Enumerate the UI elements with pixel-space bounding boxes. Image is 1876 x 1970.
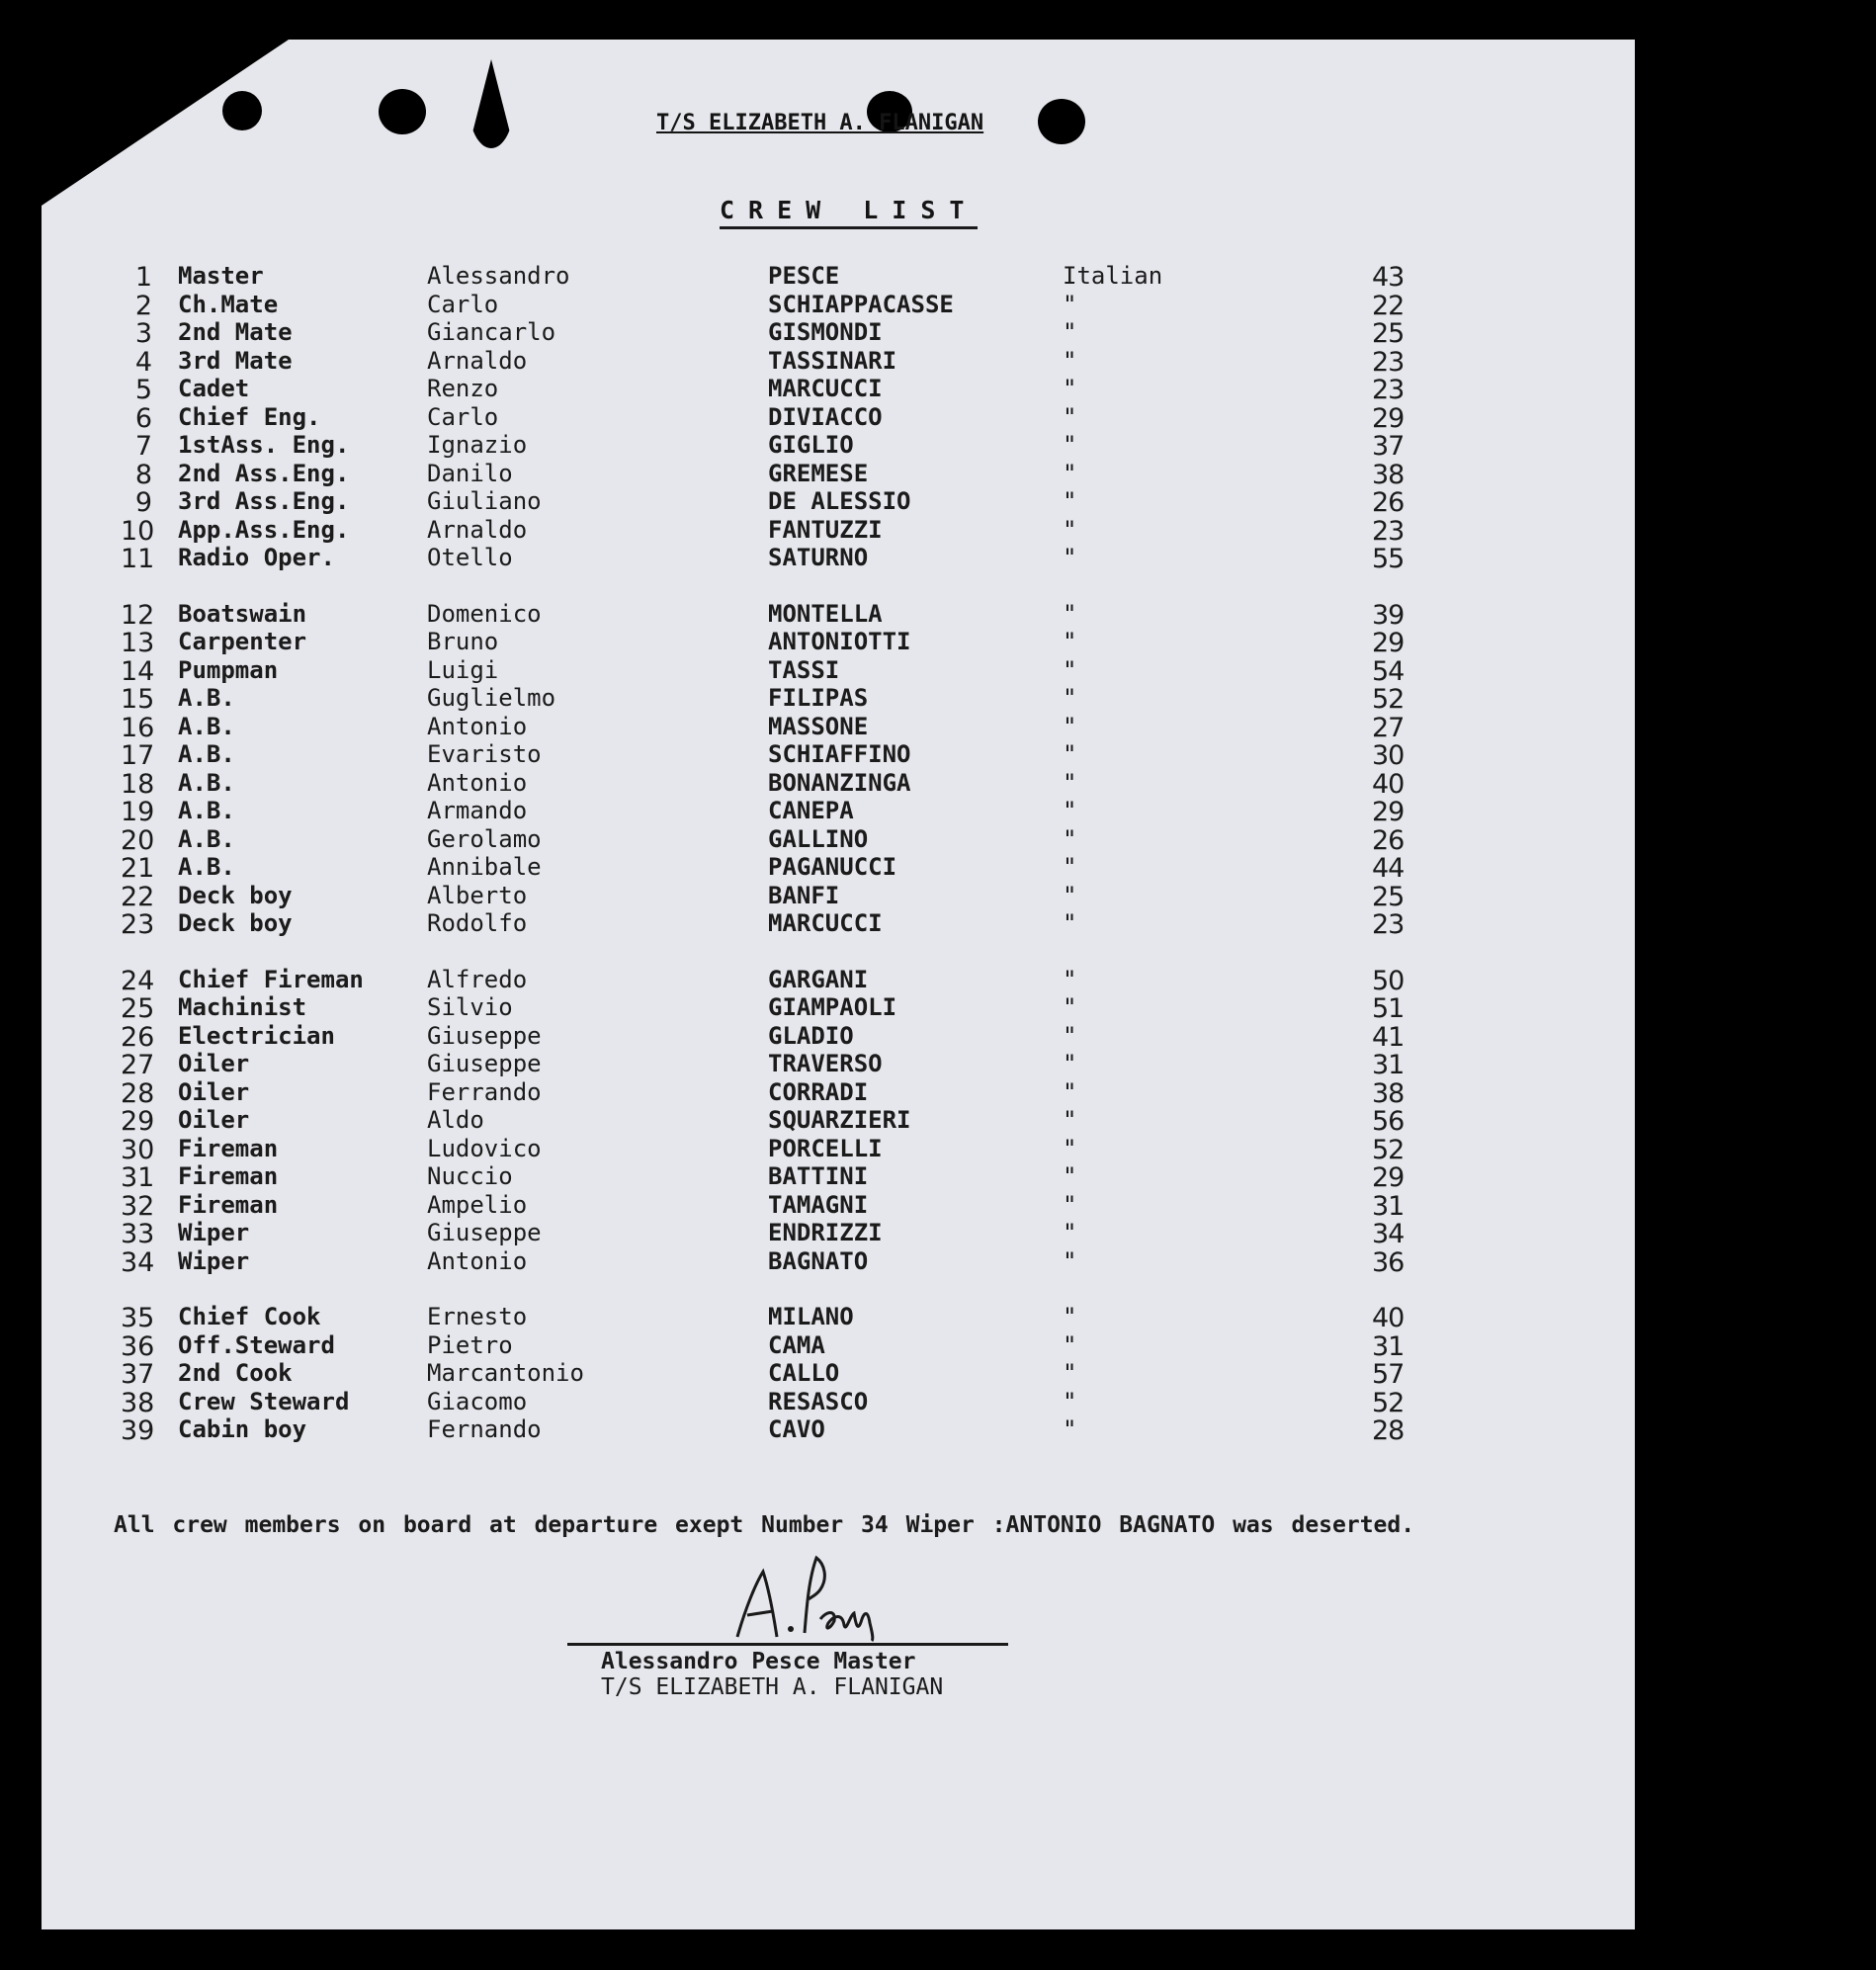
crew-first-cell: Ignazio: [427, 431, 528, 459]
crew-role-cell: A.B.: [178, 740, 235, 768]
crew-age-cell: 54: [1372, 655, 1405, 687]
crew-last-cell: TAMAGNI: [768, 1190, 869, 1219]
crew-role-cell: Deck boy: [178, 909, 293, 937]
crew-last-cell: FANTUZZI: [768, 515, 883, 544]
crew-role-cell: A.B.: [178, 853, 235, 881]
crew-first-cell: Antonio: [427, 1246, 528, 1275]
crew-first-cell: Alberto: [427, 881, 528, 909]
crew-role-cell: A.B.: [178, 712, 235, 740]
crew-last-cell: GALLINO: [768, 824, 869, 853]
crew-age-cell: 37: [1372, 431, 1405, 462]
crew-first-cell: Silvio: [427, 993, 513, 1021]
table-row: [0, 1387, 1876, 1418]
crew-age-cell: 31: [1372, 1190, 1405, 1222]
crew-first-cell: Bruno: [427, 628, 499, 655]
crew-first-cell: Arnaldo: [427, 515, 528, 544]
table-row: [0, 628, 1876, 658]
crew-last-cell: MARCUCCI: [768, 909, 883, 937]
crew-first-cell: Nuccio: [427, 1162, 513, 1190]
departure-note: All crew members on board at departure exept Number 34 Wiper :ANTONIO BAGNATO was deserted.: [114, 1512, 1415, 1538]
crew-last-cell: GISMONDI: [768, 318, 883, 346]
crew-num-cell: 2: [134, 290, 152, 321]
crew-nat-cell: ": [1063, 655, 1077, 684]
crew-num-cell: 16: [121, 712, 155, 743]
punch-hole: [1038, 99, 1085, 144]
crew-age-cell: 56: [1372, 1106, 1405, 1137]
crew-first-cell: Giuseppe: [427, 1021, 542, 1050]
crew-nat-cell: ": [1063, 1134, 1077, 1162]
crew-last-cell: DIVIACCO: [768, 402, 883, 431]
crew-nat-cell: ": [1063, 1246, 1077, 1275]
crew-role-cell: Fireman: [178, 1162, 279, 1190]
table-row: [0, 1415, 1876, 1446]
crew-nat-cell: Italian: [1063, 262, 1163, 290]
crew-role-cell: Electrician: [178, 1021, 335, 1050]
table-row: [0, 965, 1876, 996]
crew-first-cell: Giuliano: [427, 487, 542, 515]
crew-nat-cell: ": [1063, 544, 1077, 571]
crew-nat-cell: ": [1063, 290, 1077, 318]
crew-first-cell: Alfredo: [427, 965, 528, 993]
crew-last-cell: MONTELLA: [768, 599, 883, 628]
crew-num-cell: 25: [121, 993, 155, 1024]
crew-nat-cell: ": [1063, 599, 1077, 628]
crew-last-cell: SCHIAFFINO: [768, 740, 911, 768]
crew-role-cell: Chief Fireman: [178, 965, 364, 993]
table-row: [0, 487, 1876, 518]
crew-nat-cell: ": [1063, 1219, 1077, 1246]
crew-num-cell: 5: [134, 375, 152, 405]
punch-hole: [222, 91, 262, 130]
crew-age-cell: 39: [1372, 599, 1405, 631]
table-row: [0, 346, 1876, 378]
crew-role-cell: Boatswain: [178, 599, 307, 628]
crew-role-cell: Master: [178, 262, 264, 290]
table-row: [0, 768, 1876, 800]
crew-role-cell: 1stAss. Eng.: [178, 431, 350, 459]
crew-last-cell: GIGLIO: [768, 431, 854, 459]
crew-num-cell: 13: [121, 628, 155, 658]
crew-age-cell: 40: [1372, 768, 1405, 800]
crew-first-cell: Arnaldo: [427, 346, 528, 375]
crew-last-cell: TASSI: [768, 655, 840, 684]
crew-age-cell: 38: [1372, 459, 1405, 490]
crew-last-cell: ENDRIZZI: [768, 1219, 883, 1246]
crew-first-cell: Ernesto: [427, 1303, 528, 1330]
crew-last-cell: RESASCO: [768, 1387, 869, 1415]
crew-last-cell: FILIPAS: [768, 684, 869, 712]
table-row: [0, 1246, 1876, 1278]
crew-role-cell: Machinist: [178, 993, 307, 1021]
crew-role-cell: Fireman: [178, 1190, 279, 1219]
crew-age-cell: 22: [1372, 290, 1405, 321]
crew-num-cell: 31: [121, 1162, 155, 1193]
table-row: [0, 993, 1876, 1024]
crew-last-cell: GARGANI: [768, 965, 869, 993]
table-row: [0, 655, 1876, 687]
crew-nat-cell: ": [1063, 1415, 1077, 1443]
crew-age-cell: 23: [1372, 346, 1405, 378]
crew-age-cell: 29: [1372, 1162, 1405, 1193]
crew-nat-cell: ": [1063, 459, 1077, 487]
crew-last-cell: MASSONE: [768, 712, 869, 740]
crew-first-cell: Alessandro: [427, 262, 570, 290]
table-row: [0, 1303, 1876, 1333]
crew-nat-cell: ": [1063, 1106, 1077, 1134]
crew-nat-cell: ": [1063, 965, 1077, 993]
crew-role-cell: 2nd Mate: [178, 318, 293, 346]
crew-first-cell: Ludovico: [427, 1134, 542, 1162]
crew-nat-cell: ": [1063, 797, 1077, 824]
crew-num-cell: 30: [121, 1134, 155, 1165]
crew-num-cell: 21: [121, 853, 155, 884]
crew-last-cell: CORRADI: [768, 1077, 869, 1106]
crew-first-cell: Gerolamo: [427, 824, 542, 853]
crew-num-cell: 26: [121, 1021, 155, 1053]
crew-last-cell: GREMESE: [768, 459, 869, 487]
crew-nat-cell: ": [1063, 909, 1077, 937]
table-row: [0, 909, 1876, 940]
crew-num-cell: 38: [121, 1387, 155, 1418]
crew-last-cell: BAGNATO: [768, 1246, 869, 1275]
crew-age-cell: 27: [1372, 712, 1405, 743]
crew-num-cell: 12: [121, 599, 155, 631]
crew-last-cell: TASSINARI: [768, 346, 897, 375]
crew-nat-cell: ": [1063, 1021, 1077, 1050]
crew-role-cell: 3rd Ass.Eng.: [178, 487, 350, 515]
crew-age-cell: 52: [1372, 684, 1405, 715]
crew-first-cell: Ampelio: [427, 1190, 528, 1219]
table-row: [0, 1190, 1876, 1222]
crew-role-cell: Chief Eng.: [178, 402, 321, 431]
crew-nat-cell: ": [1063, 402, 1077, 431]
crew-num-cell: 15: [121, 684, 155, 715]
crew-age-cell: 23: [1372, 375, 1405, 405]
crew-age-cell: 38: [1372, 1077, 1405, 1109]
ship-title: T/S ELIZABETH A. FLANIGAN: [656, 111, 984, 135]
crew-nat-cell: ": [1063, 712, 1077, 740]
crew-role-cell: A.B.: [178, 768, 235, 797]
crew-age-cell: 29: [1372, 402, 1405, 434]
crew-role-cell: Off.Steward: [178, 1330, 335, 1359]
crew-first-cell: Danilo: [427, 459, 513, 487]
crew-age-cell: 40: [1372, 1303, 1405, 1333]
crew-last-cell: CALLO: [768, 1359, 840, 1387]
crew-role-cell: Carpenter: [178, 628, 307, 655]
handwritten-signature: [725, 1550, 943, 1649]
crew-nat-cell: ": [1063, 881, 1077, 909]
crew-last-cell: PORCELLI: [768, 1134, 883, 1162]
crew-nat-cell: ": [1063, 431, 1077, 459]
crew-first-cell: Giacomo: [427, 1387, 528, 1415]
table-row: [0, 881, 1876, 912]
crew-first-cell: Marcantonio: [427, 1359, 584, 1387]
crew-nat-cell: ": [1063, 1077, 1077, 1106]
crew-first-cell: Renzo: [427, 375, 499, 402]
crew-num-cell: 9: [134, 487, 152, 518]
crew-nat-cell: ": [1063, 768, 1077, 797]
crew-role-cell: Pumpman: [178, 655, 279, 684]
table-row: [0, 459, 1876, 490]
crew-nat-cell: ": [1063, 515, 1077, 544]
table-row: [0, 1077, 1876, 1109]
crew-num-cell: 39: [121, 1415, 155, 1446]
crew-role-cell: Radio Oper.: [178, 544, 335, 571]
crew-last-cell: TRAVERSO: [768, 1050, 883, 1077]
crew-last-cell: SCHIAPPACASSE: [768, 290, 954, 318]
crew-num-cell: 24: [121, 965, 155, 996]
crew-last-cell: CAVO: [768, 1415, 825, 1443]
crew-num-cell: 3: [134, 318, 152, 349]
table-row: [0, 1134, 1876, 1165]
crew-num-cell: 34: [121, 1246, 155, 1278]
crew-nat-cell: ": [1063, 1359, 1077, 1387]
crew-num-cell: 27: [121, 1050, 155, 1080]
crew-age-cell: 29: [1372, 628, 1405, 658]
crew-first-cell: Giancarlo: [427, 318, 556, 346]
crew-first-cell: Domenico: [427, 599, 542, 628]
crew-first-cell: Carlo: [427, 402, 499, 431]
crew-nat-cell: ": [1063, 1190, 1077, 1219]
crew-age-cell: 23: [1372, 909, 1405, 940]
table-row: [0, 544, 1876, 574]
table-row: [0, 824, 1876, 856]
crew-first-cell: Luigi: [427, 655, 499, 684]
crew-num-cell: 28: [121, 1077, 155, 1109]
crew-list-heading: CREW LIST: [720, 196, 978, 229]
crew-nat-cell: ": [1063, 1330, 1077, 1359]
crew-age-cell: 30: [1372, 740, 1405, 771]
crew-first-cell: Evaristo: [427, 740, 542, 768]
crew-first-cell: Aldo: [427, 1106, 484, 1134]
table-row: [0, 684, 1876, 715]
crew-nat-cell: ": [1063, 346, 1077, 375]
crew-nat-cell: ": [1063, 1303, 1077, 1330]
signatory-ship: T/S ELIZABETH A. FLANIGAN: [601, 1674, 944, 1700]
crew-last-cell: DE ALESSIO: [768, 487, 911, 515]
crew-first-cell: Giuseppe: [427, 1050, 542, 1077]
table-row: [0, 1359, 1876, 1390]
crew-last-cell: MARCUCCI: [768, 375, 883, 402]
crew-nat-cell: ": [1063, 1162, 1077, 1190]
crew-age-cell: 31: [1372, 1330, 1405, 1362]
crew-age-cell: 55: [1372, 544, 1405, 574]
crew-age-cell: 25: [1372, 881, 1405, 912]
crew-num-cell: 36: [121, 1330, 155, 1362]
crew-last-cell: GIAMPAOLI: [768, 993, 897, 1021]
crew-num-cell: 37: [121, 1359, 155, 1390]
crew-last-cell: BONANZINGA: [768, 768, 911, 797]
crew-num-cell: 20: [121, 824, 155, 856]
crew-num-cell: 17: [121, 740, 155, 771]
signatory-name: Alessandro Pesce Master: [601, 1649, 916, 1674]
table-row: [0, 1162, 1876, 1193]
table-row: [0, 431, 1876, 462]
table-row: [0, 318, 1876, 349]
crew-first-cell: Antonio: [427, 768, 528, 797]
crew-nat-cell: ": [1063, 1050, 1077, 1077]
crew-last-cell: MILANO: [768, 1303, 854, 1330]
crew-num-cell: 33: [121, 1219, 155, 1249]
crew-nat-cell: ": [1063, 318, 1077, 346]
table-row: [0, 262, 1876, 293]
crew-first-cell: Pietro: [427, 1330, 513, 1359]
crew-first-cell: Fernando: [427, 1415, 542, 1443]
crew-num-cell: 32: [121, 1190, 155, 1222]
crew-num-cell: 7: [134, 431, 152, 462]
crew-last-cell: ANTONIOTTI: [768, 628, 911, 655]
crew-role-cell: Deck boy: [178, 881, 293, 909]
crew-num-cell: 23: [121, 909, 155, 940]
crew-age-cell: 51: [1372, 993, 1405, 1024]
crew-role-cell: Oiler: [178, 1106, 250, 1134]
table-row: [0, 1021, 1876, 1053]
crew-nat-cell: ": [1063, 684, 1077, 712]
crew-nat-cell: ": [1063, 853, 1077, 881]
crew-nat-cell: ": [1063, 993, 1077, 1021]
crew-last-cell: CAMA: [768, 1330, 825, 1359]
crew-role-cell: 2nd Cook: [178, 1359, 293, 1387]
crew-first-cell: Giuseppe: [427, 1219, 542, 1246]
table-row: [0, 1106, 1876, 1137]
crew-first-cell: Carlo: [427, 290, 499, 318]
crew-age-cell: 41: [1372, 1021, 1405, 1053]
crew-role-cell: Crew Steward: [178, 1387, 350, 1415]
crew-age-cell: 31: [1372, 1050, 1405, 1080]
table-row: [0, 712, 1876, 743]
crew-num-cell: 19: [121, 797, 155, 827]
crew-age-cell: 44: [1372, 853, 1405, 884]
crew-last-cell: GLADIO: [768, 1021, 854, 1050]
crew-num-cell: 10: [121, 515, 155, 547]
crew-num-cell: 18: [121, 768, 155, 800]
crew-last-cell: BANFI: [768, 881, 840, 909]
crew-last-cell: BATTINI: [768, 1162, 869, 1190]
crew-first-cell: Rodolfo: [427, 909, 528, 937]
crew-age-cell: 36: [1372, 1246, 1405, 1278]
crew-num-cell: 35: [121, 1303, 155, 1333]
crew-age-cell: 34: [1372, 1219, 1405, 1249]
crew-age-cell: 25: [1372, 318, 1405, 349]
table-row: [0, 853, 1876, 884]
crew-num-cell: 4: [134, 346, 152, 378]
table-row: [0, 797, 1876, 827]
crew-role-cell: Chief Cook: [178, 1303, 321, 1330]
crew-last-cell: PAGANUCCI: [768, 853, 897, 881]
crew-age-cell: 50: [1372, 965, 1405, 996]
crew-age-cell: 23: [1372, 515, 1405, 547]
crew-role-cell: Wiper: [178, 1219, 250, 1246]
crew-age-cell: 26: [1372, 487, 1405, 518]
crew-last-cell: PESCE: [768, 262, 840, 290]
crew-first-cell: Ferrando: [427, 1077, 542, 1106]
crew-nat-cell: ": [1063, 740, 1077, 768]
crew-num-cell: 11: [121, 544, 155, 574]
crew-age-cell: 57: [1372, 1359, 1405, 1390]
table-row: [0, 740, 1876, 771]
crew-age-cell: 52: [1372, 1387, 1405, 1418]
crew-role-cell: Oiler: [178, 1050, 250, 1077]
crew-role-cell: A.B.: [178, 824, 235, 853]
crew-num-cell: 22: [121, 881, 155, 912]
crew-num-cell: 8: [134, 459, 152, 490]
table-row: [0, 375, 1876, 405]
crew-num-cell: 29: [121, 1106, 155, 1137]
crew-first-cell: Armando: [427, 797, 528, 824]
crew-first-cell: Annibale: [427, 853, 542, 881]
crew-role-cell: Cabin boy: [178, 1415, 307, 1443]
crew-role-cell: Fireman: [178, 1134, 279, 1162]
crew-age-cell: 43: [1372, 262, 1405, 293]
crew-nat-cell: ": [1063, 628, 1077, 655]
table-row: [0, 1330, 1876, 1362]
crew-role-cell: A.B.: [178, 684, 235, 712]
crew-num-cell: 1: [134, 262, 152, 293]
crew-role-cell: 3rd Mate: [178, 346, 293, 375]
crew-role-cell: App.Ass.Eng.: [178, 515, 350, 544]
crew-age-cell: 28: [1372, 1415, 1405, 1446]
punch-hole: [379, 89, 426, 134]
crew-role-cell: Ch.Mate: [178, 290, 279, 318]
table-row: [0, 599, 1876, 631]
table-row: [0, 1219, 1876, 1249]
crew-age-cell: 52: [1372, 1134, 1405, 1165]
crew-first-cell: Antonio: [427, 712, 528, 740]
signature-line: [567, 1643, 1008, 1646]
crew-role-cell: Cadet: [178, 375, 250, 402]
crew-nat-cell: ": [1063, 375, 1077, 402]
crew-age-cell: 26: [1372, 824, 1405, 856]
crew-role-cell: 2nd Ass.Eng.: [178, 459, 350, 487]
crew-age-cell: 29: [1372, 797, 1405, 827]
crew-first-cell: Otello: [427, 544, 513, 571]
table-row: [0, 402, 1876, 434]
crew-nat-cell: ": [1063, 824, 1077, 853]
table-row: [0, 1050, 1876, 1080]
crew-last-cell: CANEPA: [768, 797, 854, 824]
crew-num-cell: 14: [121, 655, 155, 687]
crew-last-cell: SATURNO: [768, 544, 869, 571]
crew-last-cell: SQUARZIERI: [768, 1106, 911, 1134]
crew-first-cell: Guglielmo: [427, 684, 556, 712]
crew-nat-cell: ": [1063, 1387, 1077, 1415]
crew-nat-cell: ": [1063, 487, 1077, 515]
table-row: [0, 290, 1876, 321]
crew-num-cell: 6: [134, 402, 152, 434]
crew-role-cell: Wiper: [178, 1246, 250, 1275]
table-row: [0, 515, 1876, 547]
crew-role-cell: Oiler: [178, 1077, 250, 1106]
crew-role-cell: A.B.: [178, 797, 235, 824]
